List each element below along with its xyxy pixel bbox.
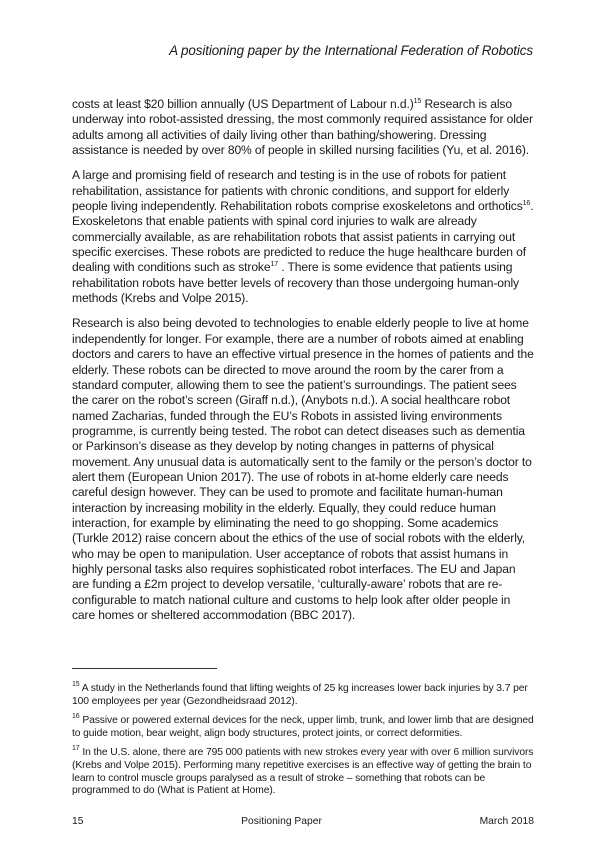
footnote-16 bbox=[72, 715, 534, 740]
paragraph-1 bbox=[72, 97, 534, 158]
footnote-number: 15 bbox=[72, 681, 80, 688]
page-number: 15 bbox=[72, 816, 84, 827]
footnote-text: In the U.S. alone, there are 795 000 patients with new strokes every year with over 6 million survivors (Krebs and Volpe 2015). Performing many repetitive exercises is an effective way of getting the brain to learn to control muscle groups paralysed as a result of stroke – something that robots can be programmed to do (What is Patient at Home). bbox=[72, 747, 534, 797]
paragraph-text: costs at least $20 billion annually (US Department of Labour n.d.) bbox=[72, 97, 414, 111]
body-text bbox=[72, 97, 534, 633]
paragraph-text: Research is also underway into robot-assisted dressing, the most commonly required assistance for older adults among all activities of daily living other than bathing/showering. Dressing assistance is needed by over 80% of people in skilled nursing facilities (Yu, et al. 2016). bbox=[72, 97, 533, 158]
paragraph-2 bbox=[72, 168, 534, 306]
page-footer bbox=[72, 816, 534, 827]
footer-doc-title: Positioning Paper bbox=[241, 816, 322, 827]
footnote-divider bbox=[72, 668, 217, 669]
running-header: A positioning paper by the International Federation of Robotics bbox=[169, 43, 533, 58]
paragraph-text: . There is some evidence that patients using rehabilitation robots have better levels of recovery than those undergoing human-only methods (Krebs and Volpe 2015). bbox=[72, 260, 519, 306]
footnote-ref-15[interactable]: 15 bbox=[413, 98, 422, 105]
paragraph-text: A large and promising field of research and testing is in the use of robots for patient rehabilitation, assistance for patients with chronic conditions, and support for elderly people living independently. Rehabilitation robots comprise exoskeletons and orthotics bbox=[72, 168, 523, 214]
footnote-ref-16[interactable]: 16 bbox=[522, 200, 531, 208]
paragraph-3: Research is also being devoted to technologies to enable elderly people to live at home independently for longer. For example, there are a number of robots aimed at enabling doctors and carers to have an effective virtual presence in the homes of patients and the elderly. These robots can be directed to move around the room by the carer from a standard computer, allowing them to see the patient’s surroundings. The patient sees the carer on the robot’s screen (Giraff n.d.), (Anybots n.d.). A social healthcare robot named Zacharias, funded through the EU’s Robots in assisted living environments programme, is currently being tested. The robot can detect diseases such as dementia or Parkinson’s disease as they develop by noting changes in patterns of physical movement. Any unusual data is automatically sent to the family or the person’s doctor to alert them (European Union 2017). The use of robots in at-home elderly care needs careful design however. They can be used to promote and facilitate human-human interaction by increasing mobility in the elderly. Equally, they could reduce human interaction, for example by eliminating the need to go shopping. Some academics (Turkle 2012) raise concern about the ethics of the use of social robots with the elderly, who may be open to manipulation. User acceptance of robots that assist humans in highly personal tasks also requires sophisticated robot interfaces. The EU and Japan are funding a £2m project to develop versatile, ‘culturally-aware’ robots that are re-configurable to match national culture and customs to help look after older people in care homes or sheltered accommodation (BBC 2017). bbox=[72, 316, 534, 622]
footnote-15 bbox=[72, 683, 534, 708]
footnote-number: 16 bbox=[72, 713, 80, 721]
paragraph-text: . Exoskeletons that enable patients with spinal cord injuries to walk are already commercially available, as are rehabilitation robots that assist patients in carrying out specific exercises. These robots are predicted to reduce the huge healthcare burden of dealing with conditions such as stroke bbox=[72, 199, 534, 275]
footnote-ref-17[interactable]: 17 bbox=[270, 261, 279, 269]
footer-date: March 2018 bbox=[479, 816, 534, 827]
footnote-text: Passive or powered external devices for the neck, upper limb, trunk, and lower limb that are designed to guide motion, bear weight, align body structures, protect joints, or correct deformities. bbox=[72, 715, 534, 739]
footnotes bbox=[72, 683, 534, 805]
footnote-number: 17 bbox=[72, 745, 80, 753]
footnote-text: A study in the Netherlands found that lifting weights of 25 kg increases lower back injuries by 3.7 per 100 employees per year (Gezondheidsraad 2012). bbox=[72, 683, 528, 707]
footnote-17 bbox=[72, 747, 534, 797]
